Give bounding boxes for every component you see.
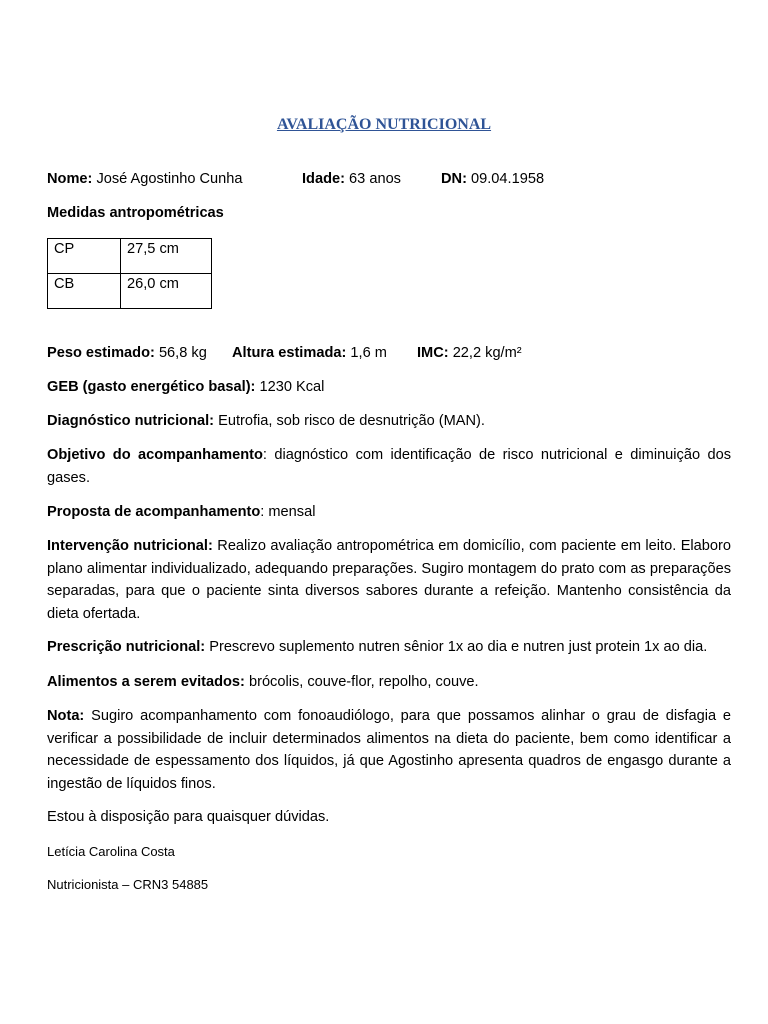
patient-name-line [47, 170, 243, 188]
bmi-line [417, 344, 522, 362]
diagnosis-line [47, 412, 485, 430]
prescription-label: Prescrição nutricional: [47, 639, 206, 655]
diagnosis-label: Diagnóstico nutricional: [47, 413, 215, 429]
height-label: Altura estimada: [232, 345, 347, 361]
objective-paragraph [47, 444, 731, 489]
bmi-value: 22,2 kg/m² [452, 345, 522, 361]
patient-dob-line [441, 170, 544, 188]
table-row [48, 239, 212, 274]
table-cell-value: 27,5 cm [121, 239, 212, 274]
intervention-value: Realizo avaliação antropométrica em domicílio, com paciente em leito. Elaboro plano alimentar individualizado, adequando preparações. Sugiro montagem do prato com as preparações separadas, para que o paciente sinta diversos sabores durante a refeição. Mantenho consistência da dieta ofertada. [47, 538, 732, 622]
avoid-label: Alimentos a serem evitados: [47, 674, 245, 690]
geb-value: 1230 Kcal [259, 379, 325, 395]
dob-label: DN: [441, 171, 467, 187]
height-value: 1,6 m [350, 345, 387, 361]
intervention-paragraph [47, 535, 731, 625]
signature-credential: Nutricionista – CRN3 54885 [47, 877, 209, 892]
name-value: José Agostinho Cunha [96, 171, 243, 187]
diagnosis-value: Eutrofia, sob risco de desnutrição (MAN). [218, 413, 485, 429]
objective-label: Objetivo do acompanhamento [47, 447, 263, 463]
signature-name: Letícia Carolina Costa [47, 844, 175, 859]
proposal-line [47, 503, 315, 521]
note-paragraph [47, 705, 731, 795]
avoid-value: brócolis, couve-flor, repolho, couve. [248, 674, 479, 690]
height-line [232, 344, 387, 362]
weight-line [47, 344, 207, 362]
patient-age-line [302, 170, 401, 188]
age-value: 63 anos [349, 171, 401, 187]
table-cell-label: CP [48, 239, 121, 274]
table-cell-value: 26,0 cm [121, 274, 212, 309]
proposal-value: : mensal [260, 504, 316, 520]
avoid-line [47, 673, 479, 691]
prescription-line [47, 638, 707, 656]
document-title: AVALIAÇÃO NUTRICIONAL [276, 116, 492, 133]
table-row [48, 274, 212, 309]
anthropometric-table [47, 238, 212, 309]
name-label: Nome: [47, 171, 93, 187]
prescription-value: Prescrevo suplemento nutren sênior 1x ao dia e nutren just protein 1x ao dia. [209, 639, 708, 655]
objective-value: : diagnóstico com identificação de risco nutricional e diminuição dos gases. [47, 447, 731, 486]
weight-value: 56,8 kg [158, 345, 207, 361]
bmi-label: IMC: [417, 345, 449, 361]
closing-line: Estou à disposição para quaisquer dúvidas. [47, 809, 330, 825]
anthro-heading: Medidas antropométricas [47, 205, 224, 221]
dob-value: 09.04.1958 [471, 171, 545, 187]
age-label: Idade: [302, 171, 345, 187]
table-cell-label: CB [48, 274, 121, 309]
intervention-label: Intervenção nutricional: [47, 538, 213, 554]
note-label: Nota: [47, 708, 85, 724]
geb-line [47, 378, 324, 396]
weight-label: Peso estimado: [47, 345, 155, 361]
geb-label: GEB (gasto energético basal): [47, 379, 256, 395]
proposal-label: Proposta de acompanhamento [47, 504, 261, 520]
note-value: Sugiro acompanhamento com fonoaudiólogo, para que possamos alinhar o grau de disfagia e verificar a possibilidade de incluir determinados alimentos na dieta do paciente, bem como identificar a necessidade de espessamento dos líquidos, já que Agostinho apresenta quadros de engasgo durante a ingestão de líquidos finos. [47, 708, 731, 792]
